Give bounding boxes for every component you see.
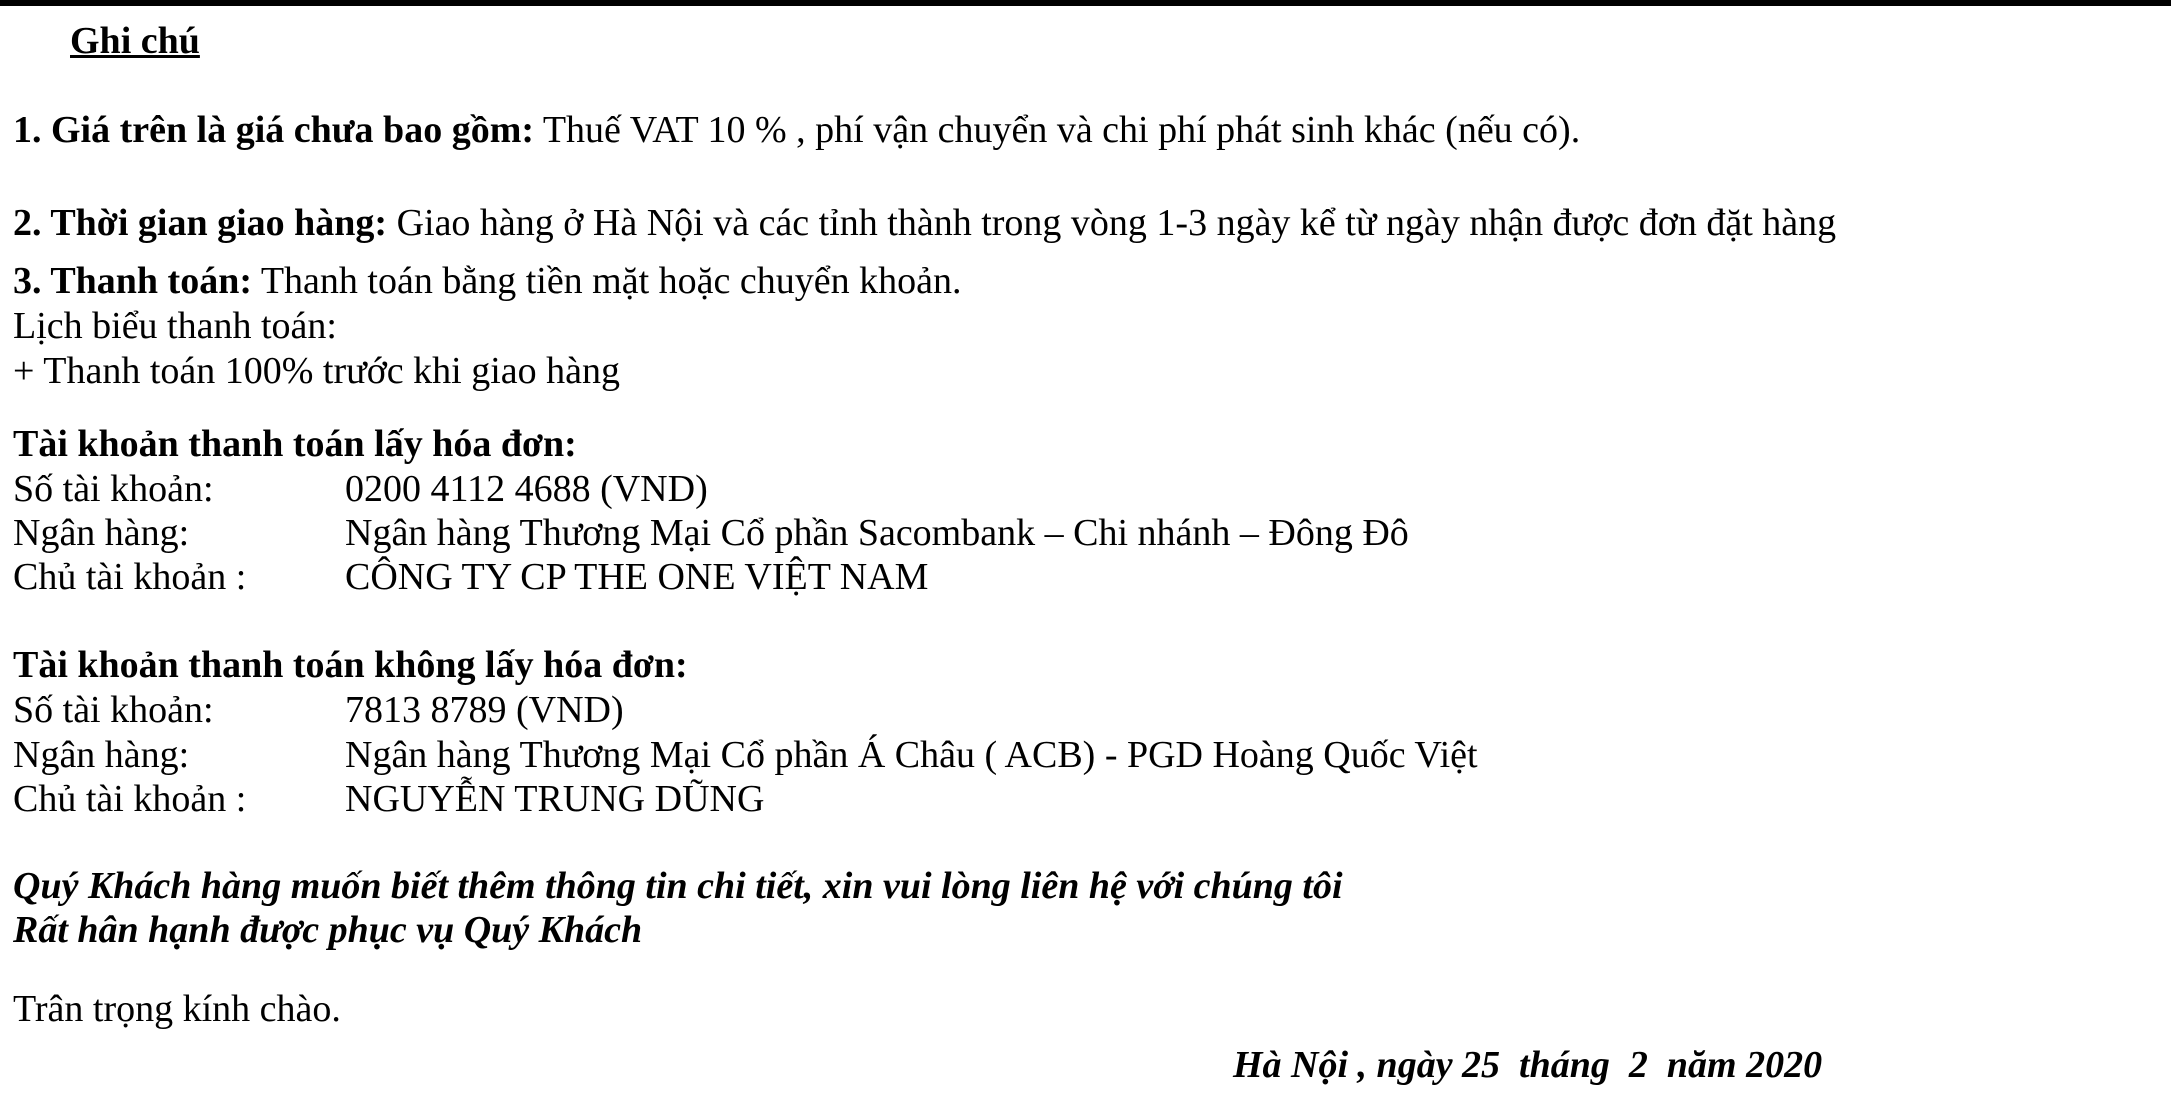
account-number-value: 0200 4112 4688 (VND) — [345, 468, 708, 510]
invoice-account-bank-row — [13, 511, 1409, 555]
invoice-account-number-row — [13, 467, 708, 511]
notes-heading: Ghi chú — [70, 20, 200, 62]
bank-value: Ngân hàng Thương Mại Cổ phần Sacombank – Chi nhánh – Đông Đô — [345, 512, 1409, 554]
invoice-account-heading: Tài khoản thanh toán lấy hóa đơn: — [13, 423, 577, 465]
account-holder-label: Chủ tài khoản : — [13, 778, 247, 820]
no-invoice-account-bank-row — [13, 733, 1478, 777]
no-invoice-account-number-row — [13, 688, 624, 732]
payment-schedule-item: + Thanh toán 100% trước khi giao hàng — [13, 350, 621, 392]
no-invoice-account-heading: Tài khoản thanh toán không lấy hóa đơn: — [13, 644, 688, 686]
account-holder-label: Chủ tài khoản : — [13, 556, 247, 598]
bank-value: Ngân hàng Thương Mại Cổ phần Á Châu ( ACB) - PGD Hoàng Quốc Việt — [345, 734, 1478, 776]
note-item-payment-text: Thanh toán bằng tiền mặt hoặc chuyển khoản. — [252, 260, 962, 302]
bank-label: Ngân hàng: — [13, 734, 190, 776]
invoice-account-holder-row — [13, 555, 928, 599]
note-item-delivery-text: Giao hàng ở Hà Nội và các tỉnh thành trong vòng 1-3 ngày kể từ ngày nhận được đơn đặt hàng — [387, 202, 1837, 244]
account-holder-value: NGUYỄN TRUNG DŨNG — [345, 778, 765, 820]
no-invoice-account-holder-row — [13, 777, 764, 821]
note-item-price — [13, 108, 1580, 152]
note-item-payment-label: 3. Thanh toán: — [13, 260, 253, 302]
contact-invitation: Quý Khách hàng muốn biết thêm thông tin chi tiết, xin vui lòng liên hệ với chúng tôi — [13, 865, 1343, 907]
note-item-delivery — [13, 201, 1836, 245]
closing-greeting: Trân trọng kính chào. — [13, 988, 341, 1030]
account-holder-value: CÔNG TY CP THE ONE VIỆT NAM — [345, 556, 929, 598]
service-message: Rất hân hạnh được phục vụ Quý Khách — [13, 909, 643, 951]
top-border-rule — [0, 0, 2171, 6]
note-item-payment — [13, 259, 962, 303]
note-item-delivery-label: 2. Thời gian giao hàng: — [13, 202, 388, 244]
note-item-price-text: Thuế VAT 10 % , phí vận chuyển và chi phí phát sinh khác (nếu có). — [534, 109, 1581, 151]
date-line: Hà Nội , ngày 25 tháng 2 năm 2020 — [1233, 1044, 1823, 1086]
bank-label: Ngân hàng: — [13, 512, 190, 554]
account-number-label: Số tài khoản: — [13, 468, 214, 510]
account-number-value: 7813 8789 (VND) — [345, 689, 624, 731]
note-item-price-label: 1. Giá trên là giá chưa bao gồm: — [13, 109, 534, 151]
payment-schedule-label: Lịch biểu thanh toán: — [13, 305, 337, 347]
account-number-label: Số tài khoản: — [13, 689, 214, 731]
